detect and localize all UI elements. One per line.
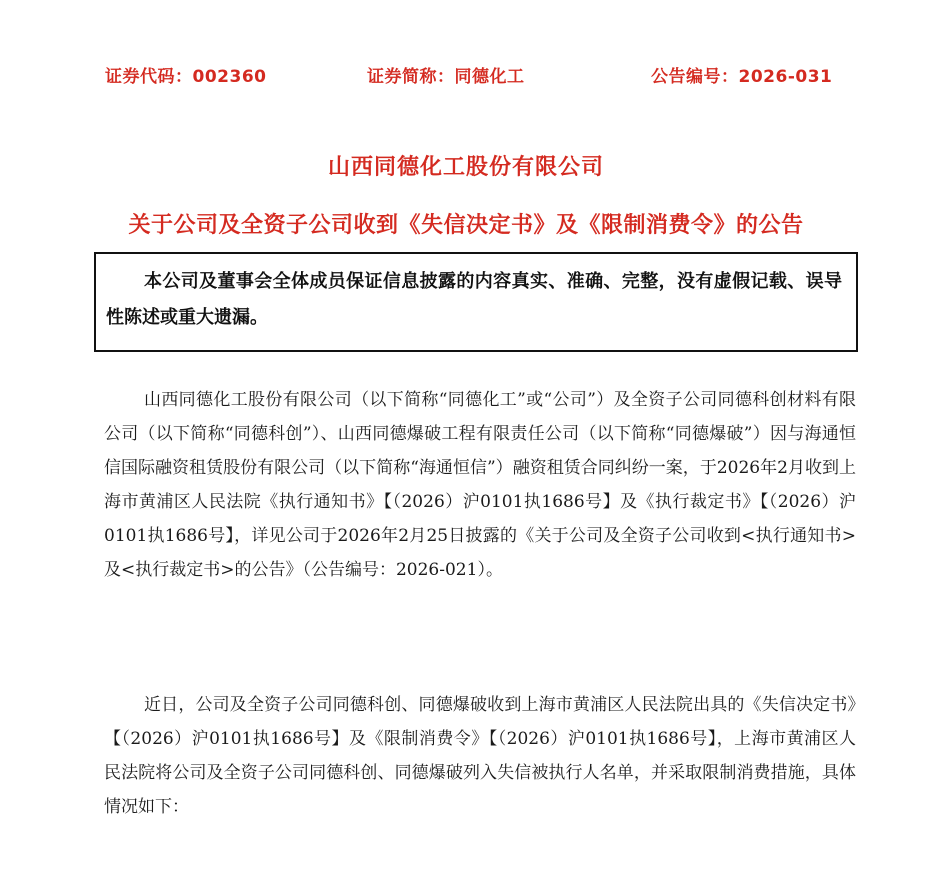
notice-title: 关于公司及全资子公司收到《失信决定书》及《限制消费令》的公告 <box>128 213 804 238</box>
declaration-box: 本公司及董事会全体成员保证信息披露的内容真实、准确、完整，没有虚假记载、误导性陈述或重大遗漏。 <box>94 252 858 352</box>
stock-info-header <box>0 62 932 90</box>
notice-number: 公告编号：2026-031 <box>651 67 833 87</box>
stock-code: 证券代码：002360 <box>105 67 267 87</box>
company-title: 山西同德化工股份有限公司 <box>327 155 604 180</box>
stock-name: 证券简称：同德化工 <box>367 67 525 87</box>
body-paragraph-2: 近日，公司及全资子公司同德科创、同德爆破收到上海市黄浦区人民法院出具的《失信决定书》【（2026）沪0101执1686号】及《限制消费令》【（2026）沪0101执1686号】，上海市黄浦区人民法院将公司及全资子公司同德科创、同德爆破列入失信被执行人名单，并采取限制消费措施，具体情况如下： <box>104 695 856 817</box>
body-paragraph-1: 山西同德化工股份有限公司（以下简称“同德化工”或“公司”）及全资子公司同德科创材料有限公司（以下简称“同德科创”）、山西同德爆破工程有限责任公司（以下简称“同德爆破”）因与海通恒信国际融资租赁股份有限公司（以下简称“海通恒信”）融资租赁合同纠纷一案，于2026年2月收到上海市黄浦区人民法院《执行通知书》【（2026）沪0101执1686号】及《执行裁定书》【（2026）沪0101执1686号】，详见公司于2026年2月25日披露的《关于公司及全资子公司收到<执行通知书>及<执行裁定书>的公告》（公告编号：2026-021）。 <box>104 390 856 580</box>
